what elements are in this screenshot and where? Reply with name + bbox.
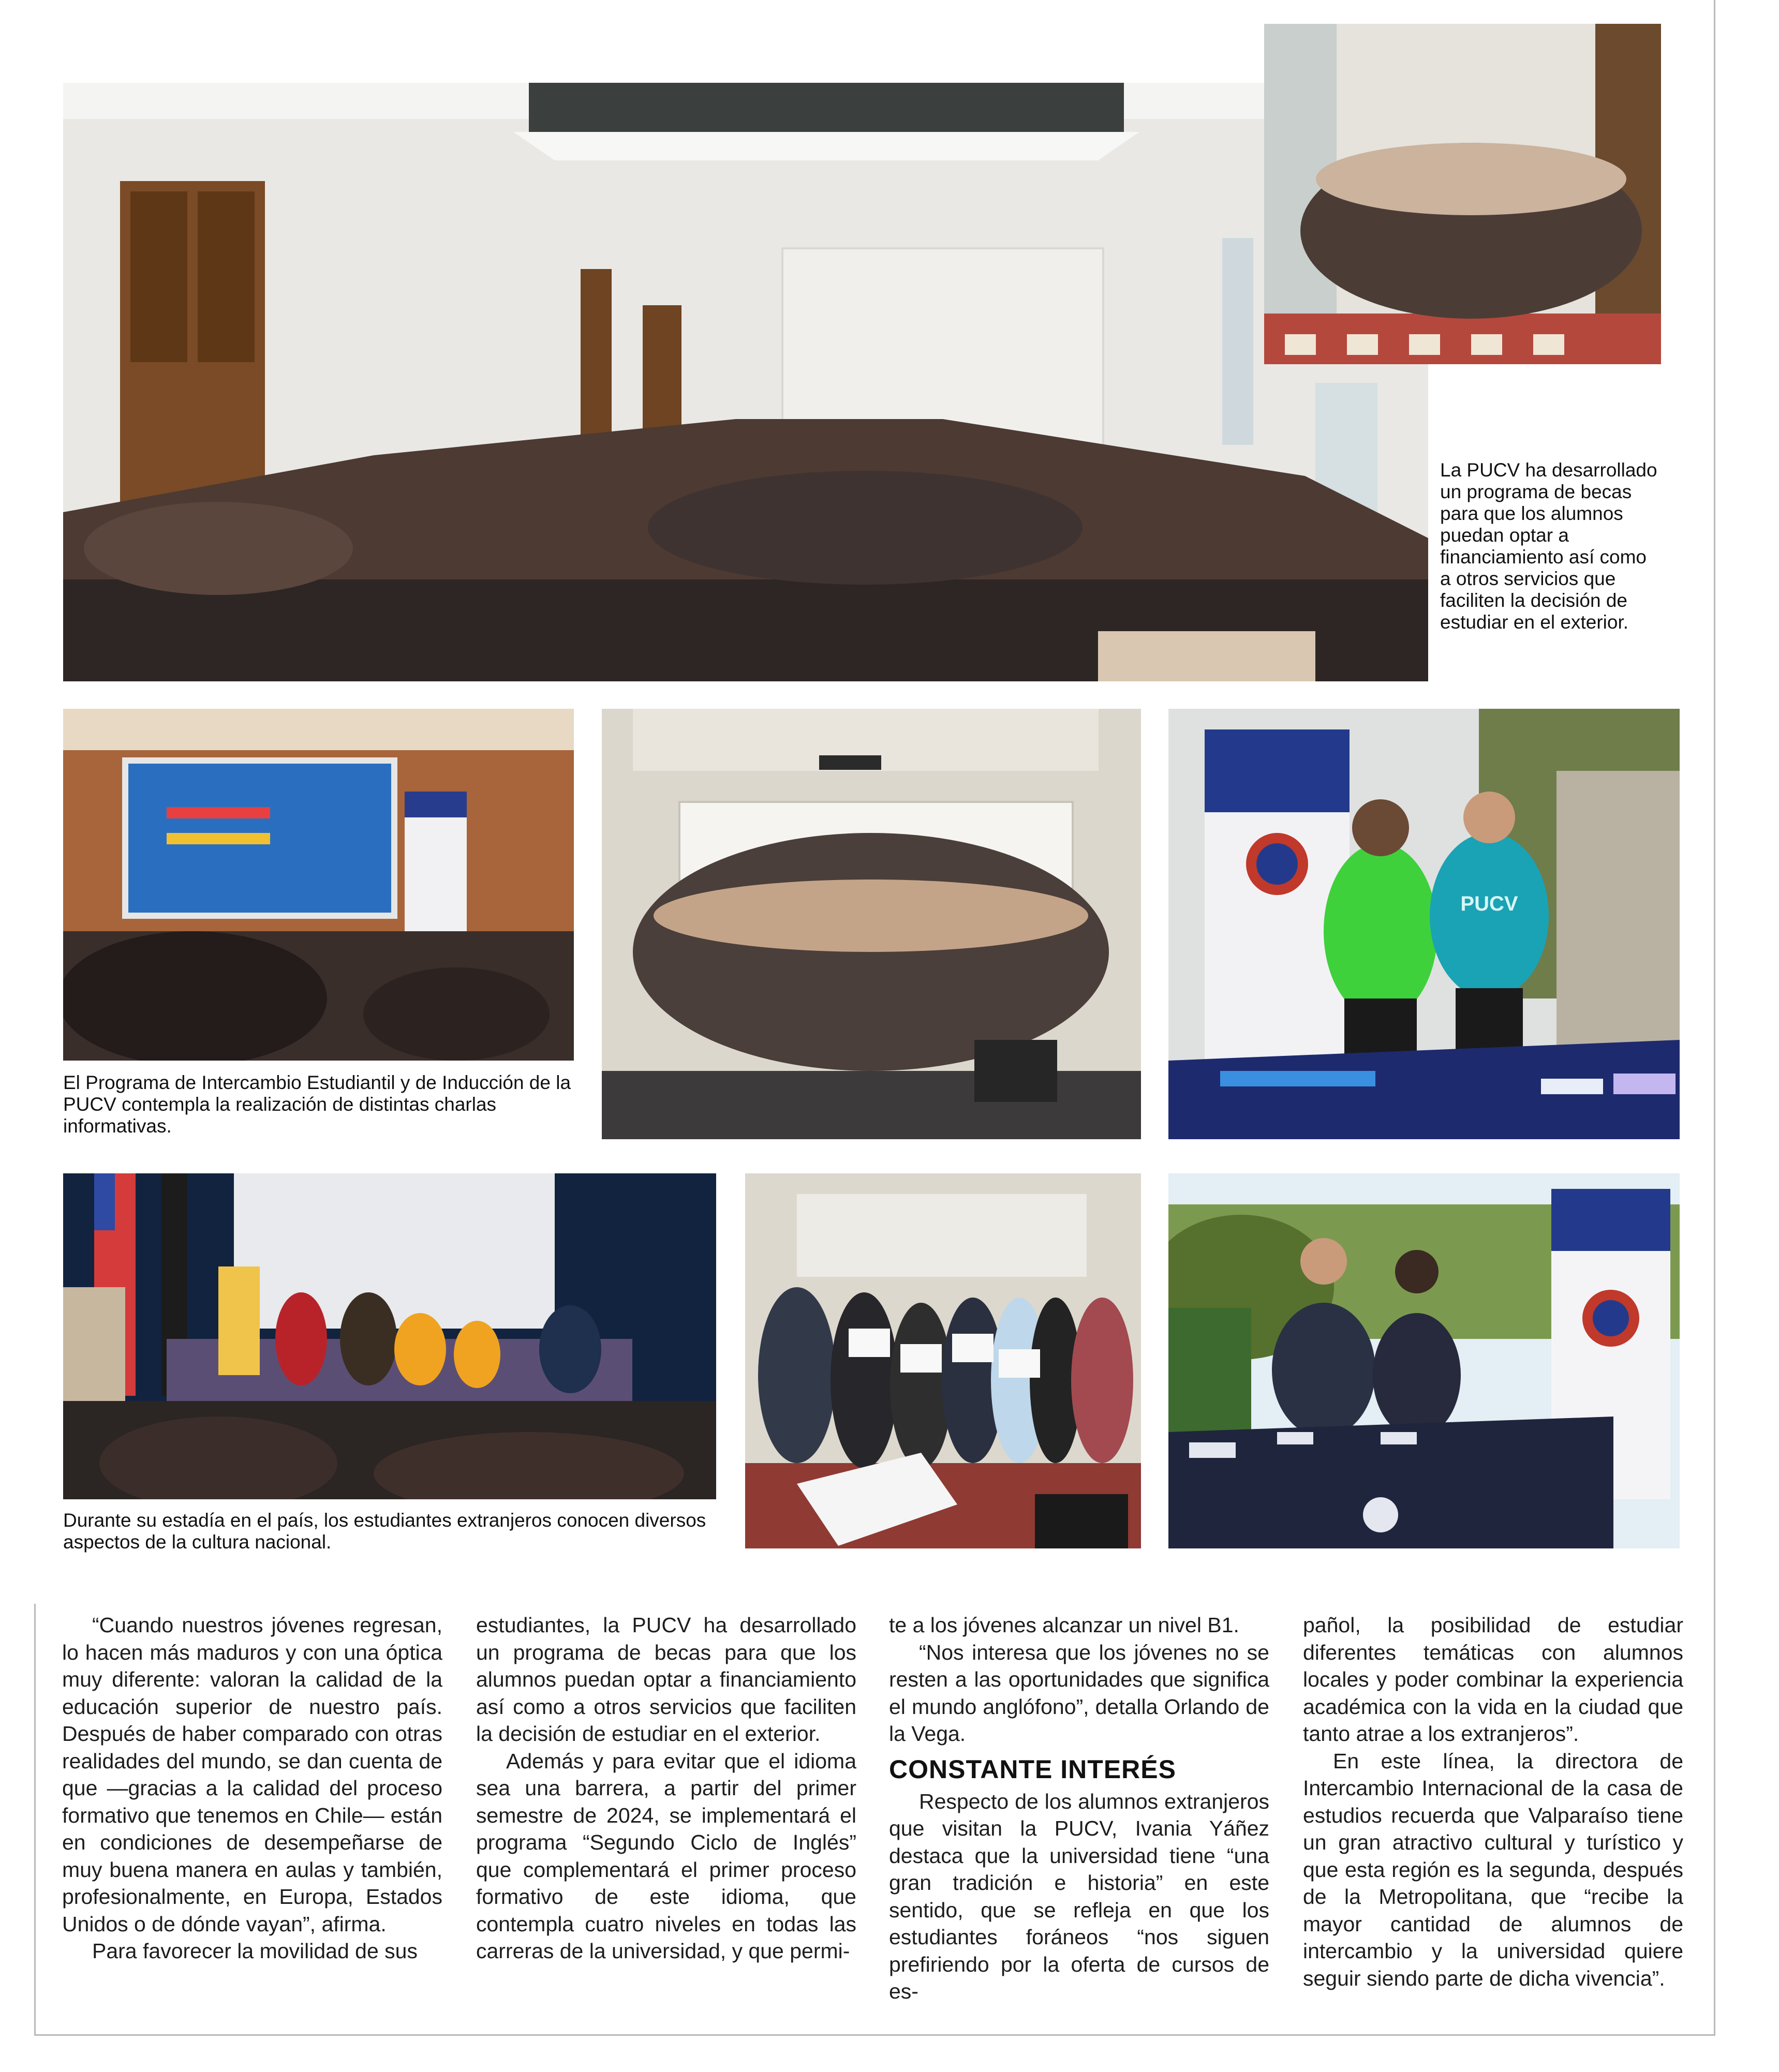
article-paragraph: Además y para evitar que el idioma sea una barrera, a partir del primer semestre de 2024, se implementará el programa “Segundo Ciclo de Inglés” que complementará el primer proceso formativo de este idioma, que contempla cuatro niveles en todas las carreras de la universidad, y que permi-: [476, 1749, 856, 1963]
page-border-right: [1714, 0, 1715, 2036]
article-paragraph: Para favorecer la movilidad de sus: [92, 1939, 418, 1963]
caption-becas: La PUCV ha desarrollado un programa de becas para que los alumnos puedan optar a financiamiento así como a otros servicios que faciliten la decisión de estudiar en el exterior.: [1440, 459, 1657, 633]
article-paragraph: “Nos interesa que los jóvenes no se resten a las oportunidades que significa el mundo anglófono”, detalla Orlando de la Vega.: [889, 1640, 1269, 1746]
article-paragraph: te a los jóvenes alcanzar un nivel B1.: [889, 1613, 1239, 1637]
article-column-4: [1303, 1612, 1683, 2025]
page-border-bottom: [34, 2034, 1715, 2036]
caption-cultura: Durante su estadía en el país, los estudiantes extranjeros conocen diversos aspectos de la cultura nacional.: [63, 1510, 706, 1553]
photo-booth-green-teal: [1168, 709, 1680, 1139]
photo-info-session: [63, 709, 574, 1061]
caption-programa: El Programa de Intercambio Estudiantil y de Inducción de la PUCV contempla la realización de distintas charlas informativas.: [63, 1072, 571, 1137]
article-column-3: [889, 1612, 1269, 2025]
article-paragraph: “Cuando nuestros jóvenes regresan, lo hacen más maduros y con una óptica muy diferente: valoran la calidad de la educación superior de nuestro país. Después de haber comparado con otras realidades del mundo, se dan cuenta de que —gracias a la calidad del proceso formativo que tenemos en Chile— están en condiciones de desempeñarse de muy buena manera en aulas y también, profesionalmente, en Europa, Estados Unidos o de dónde vayan”, afirma.: [62, 1613, 442, 1936]
sweatshirt-logo-text: PUCV: [1460, 892, 1518, 915]
photo-certificates: [745, 1173, 1141, 1548]
article-paragraph: pañol, la posibilidad de estudiar diferentes temáticas con alumnos locales y poder combinar la experiencia académica con la vida en la ciudad que tanto atrae a los extranjeros”.: [1303, 1613, 1683, 1746]
photo-folk-dance: [63, 1173, 716, 1499]
photo-auditorium-assembly: [63, 83, 1428, 681]
page-border-left: [34, 1604, 36, 2036]
article-column-1: [62, 1612, 442, 2025]
article-paragraph: En este línea, la directora de Intercambio Internacional de la casa de estudios recuerda que Valparaíso tiene un gran atractivo cultural y turístico y que esta región es la segunda, después de la Metropolitana, que “recibe la mayor cantidad de alumnos de intercambio y la universidad quiere seguir siendo parte de dicha vivencia”.: [1303, 1749, 1683, 1990]
article-paragraph: estudiantes, la PUCV ha desarrollado un programa de becas para que los alumnos puedan optar a financiamiento así como a otros servicios que faciliten la decisión de estudiar en el exterior.: [476, 1613, 856, 1746]
photo-booth-outdoor: [1168, 1173, 1680, 1548]
photo-group-corridor: [1264, 24, 1661, 364]
article-column-2: [476, 1612, 856, 2025]
article-paragraph: Respecto de los alumnos extranjeros que visitan la PUCV, Ivania Yáñez destaca que la universidad tiene “una gran tradición e historia” en este sentido, que se refleja en que los estudiantes foráneos “nos siguen prefiriendo por la oferta de cursos de es-: [889, 1789, 1269, 2003]
photo-group-classroom: [602, 709, 1141, 1139]
section-heading: CONSTANTE INTERÉS: [889, 1754, 1176, 1784]
